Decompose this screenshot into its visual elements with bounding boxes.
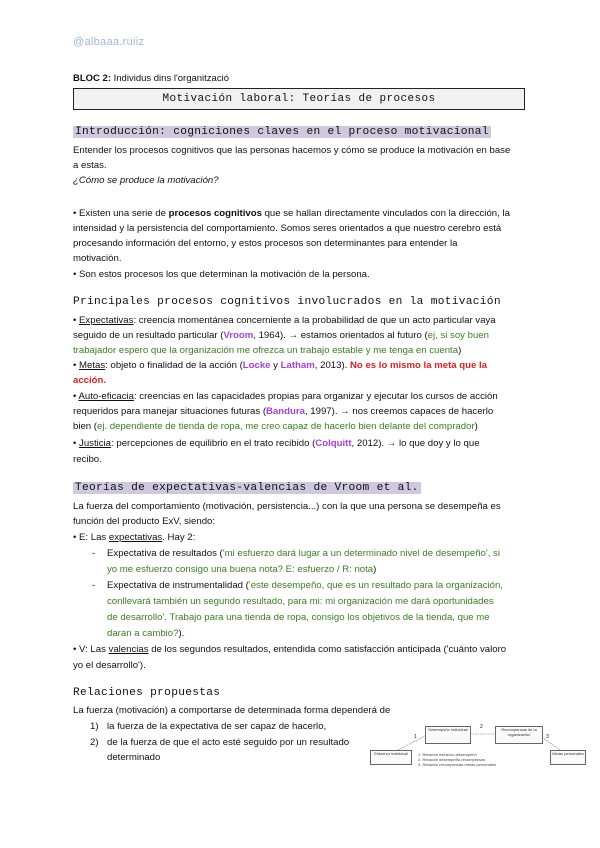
- text: de los segundos resultados, entendida como satisfacción anticipada ('cuánto valoro: [148, 644, 507, 655]
- bullet: •: [73, 438, 80, 449]
- figure-number: 2: [480, 724, 483, 730]
- text: • E: Las: [73, 532, 109, 543]
- list-item: [73, 642, 506, 657]
- bloc-label: BLOC 2:: [73, 73, 111, 84]
- text: • V: Las: [73, 644, 109, 655]
- paragraph-line: Entender los procesos cognitivos que las personas hacemos y cómo se produce la motivación en base: [73, 145, 511, 156]
- dash-bullet: -: [92, 580, 96, 591]
- text: requeridos para manejar situaciones futuras (: [73, 406, 267, 417]
- text: : creencias en las capacidades propias para organizar y ejecutar los cursos de acción: [133, 391, 498, 402]
- list-number: 1): [90, 721, 99, 732]
- example-text: yo me esfuerzo consigo una buena nota? E: esfuerzo / R: nota: [107, 564, 374, 575]
- text: bien (: [73, 421, 97, 432]
- text: . Hay 2:: [162, 532, 196, 543]
- text: seguido de un resultado particular (: [73, 330, 224, 341]
- term: Expectativas: [79, 315, 134, 326]
- sub-item: [107, 578, 503, 593]
- paragraph-line: motivación.: [73, 253, 122, 264]
- list-item: [73, 436, 480, 451]
- paragraph-line: función del producto ExV, siendo:: [73, 516, 216, 527]
- figure-box-effort: Esfuerzo individual: [370, 750, 412, 765]
- section-heading-vroom: [73, 482, 421, 494]
- list-number: 2): [90, 737, 99, 748]
- text: , 2012). → lo que doy y lo que: [351, 438, 480, 449]
- bullet: •: [73, 391, 79, 402]
- text: ).: [178, 628, 185, 639]
- author-handle: @albaaa.ruiiz: [73, 36, 145, 48]
- list-item: [73, 358, 487, 373]
- paragraph-line: [73, 419, 478, 434]
- section-heading-relations: Relaciones propuestas: [73, 687, 221, 699]
- list-item: [73, 313, 496, 328]
- sub-item: [107, 546, 500, 561]
- text: , 1997). → nos creemos capaces de hacerlo: [304, 406, 494, 417]
- bloc-rest: Individus dins l'organització: [111, 73, 229, 84]
- heading-highlight: Teorías de expectativas-valencias de Vroom et al.: [75, 482, 419, 494]
- example-text: ej, si soy buen: [427, 330, 489, 341]
- figure-legend-item: 3. Relación recompensas-metas personales: [418, 762, 497, 767]
- term: Auto-eficacia: [78, 391, 134, 402]
- text: : objeto o finalidad de la acción (: [105, 360, 243, 371]
- text: Expectativa de instrumentalidad (: [107, 580, 249, 591]
- text: ): [474, 421, 478, 432]
- author-name: Latham: [280, 360, 315, 371]
- paragraph-line: • Son estos procesos los que determinan la motivación de la persona.: [73, 269, 370, 280]
- list-item: de la fuerza de que el acto esté seguido por un resultado: [107, 737, 350, 748]
- paragraph-line: [107, 626, 184, 641]
- paragraph-line: [73, 328, 489, 343]
- list-item: la fuerza de la expectativa de ser capaz de hacerlo,: [107, 721, 327, 732]
- heading-highlight: Introducción: cogniciones claves en el proceso motivacional: [75, 126, 489, 138]
- figure-number: 1: [414, 734, 417, 740]
- author-name: Bandura: [266, 406, 305, 417]
- term: Metas: [79, 360, 106, 371]
- paragraph-line: La fuerza del comportamiento (motivación, persistencia...) con la que una persona se desempeña es: [73, 501, 501, 512]
- section-heading-processes: Principales procesos cognitivos involucrados en la motivación: [73, 296, 501, 308]
- figure-box-rewards: Recompensas de la organización: [495, 726, 543, 744]
- paragraph-line: recibo.: [73, 454, 102, 465]
- paragraph-line: intensidad y la persistencia del comportamiento. Somos seres orientados a que nuestro cerebro está: [73, 223, 502, 234]
- text: , 2013).: [314, 360, 350, 371]
- text: y: [270, 360, 281, 371]
- paragraph-line: [73, 343, 461, 358]
- text: , 1964). → estamos orientados al futuro (: [253, 330, 428, 341]
- figure-box-performance: Desempeño individual: [425, 726, 471, 744]
- text: : creencia momentánea concerniente a la probabilidad de que un acto particular vaya: [133, 315, 496, 326]
- term: expectativas: [108, 532, 163, 543]
- paragraph-line: La fuerza (motivación) a comportarse de determinada forma dependerá de: [73, 705, 391, 716]
- paragraph-line: [107, 562, 376, 577]
- text: ): [373, 564, 377, 575]
- example-text: conllevará también un segundo resultado, para mi: mi organización me dará oportunidades: [107, 596, 494, 607]
- text: • Existen una serie de: [73, 208, 169, 219]
- figure-legend: [418, 752, 496, 767]
- example-text: daran a cambio?: [107, 628, 179, 639]
- figure-legend-item: 1. Relación esfuerzo-desempeño: [418, 752, 477, 757]
- bloc-heading: [73, 73, 229, 84]
- dash-bullet: -: [92, 548, 96, 559]
- text: : percepciones de equilibrio en el trato recibido (: [111, 438, 316, 449]
- list-item: [73, 389, 498, 404]
- section-heading-intro: [73, 126, 491, 138]
- example-text: ej. dependiente de tienda de ropa, me creo capaz de hacerlo bien delante del comprador: [97, 421, 475, 432]
- paragraph-question: ¿Cómo se produce la motivación?: [73, 175, 219, 186]
- page-title: Motivación laboral: Teorías de procesos: [73, 88, 525, 110]
- emphasis-text: No es lo mismo la meta que la: [349, 360, 488, 371]
- figure-legend-item: 2. Relación desempeño-recompensas: [418, 757, 486, 762]
- list-item: [73, 530, 195, 545]
- paragraph-line: yo el desarrollo').: [73, 660, 146, 671]
- author-name: Locke: [242, 360, 271, 371]
- author-name: Vroom: [223, 330, 254, 341]
- example-text: de desarrollo'. Trabajo para una tienda de ropa, consigo los objetivos de la tienda, que me: [107, 612, 490, 623]
- bullet: •: [73, 315, 80, 326]
- example-text: 'este desempeño, que es un resultado para la organización,: [248, 580, 503, 591]
- term: valencias: [108, 644, 149, 655]
- paragraph-line: [73, 404, 493, 419]
- text: ): [458, 345, 462, 356]
- emphasis-text: acción.: [73, 375, 107, 386]
- paragraph-line: determinado: [107, 752, 161, 763]
- example-text: trabajador espero que la organización me ofrezca un trabajo estable y me tenga en cuenta: [73, 345, 459, 356]
- figure-number: 3: [546, 734, 549, 740]
- figure-box-goals: Metas personales: [550, 750, 586, 765]
- example-text: 'mi esfuerzo dará lugar a un determinado nivel de desempeño', si: [222, 548, 500, 559]
- paragraph-line: a estas.: [73, 160, 107, 171]
- paragraph-line: [73, 206, 510, 221]
- text: que se hallan directamente vinculados con la dirección, la: [261, 208, 510, 219]
- paragraph-line: procesando información del entorno, y estos procesos son determinantes para entender la: [73, 238, 458, 249]
- author-name: Colquitt: [315, 438, 352, 449]
- text-bold: procesos cognitivos: [168, 208, 262, 219]
- expectancy-model-figure: [370, 722, 585, 792]
- bullet: •: [73, 360, 80, 371]
- term: Justicia: [79, 438, 112, 449]
- text: Expectativa de resultados (: [107, 548, 223, 559]
